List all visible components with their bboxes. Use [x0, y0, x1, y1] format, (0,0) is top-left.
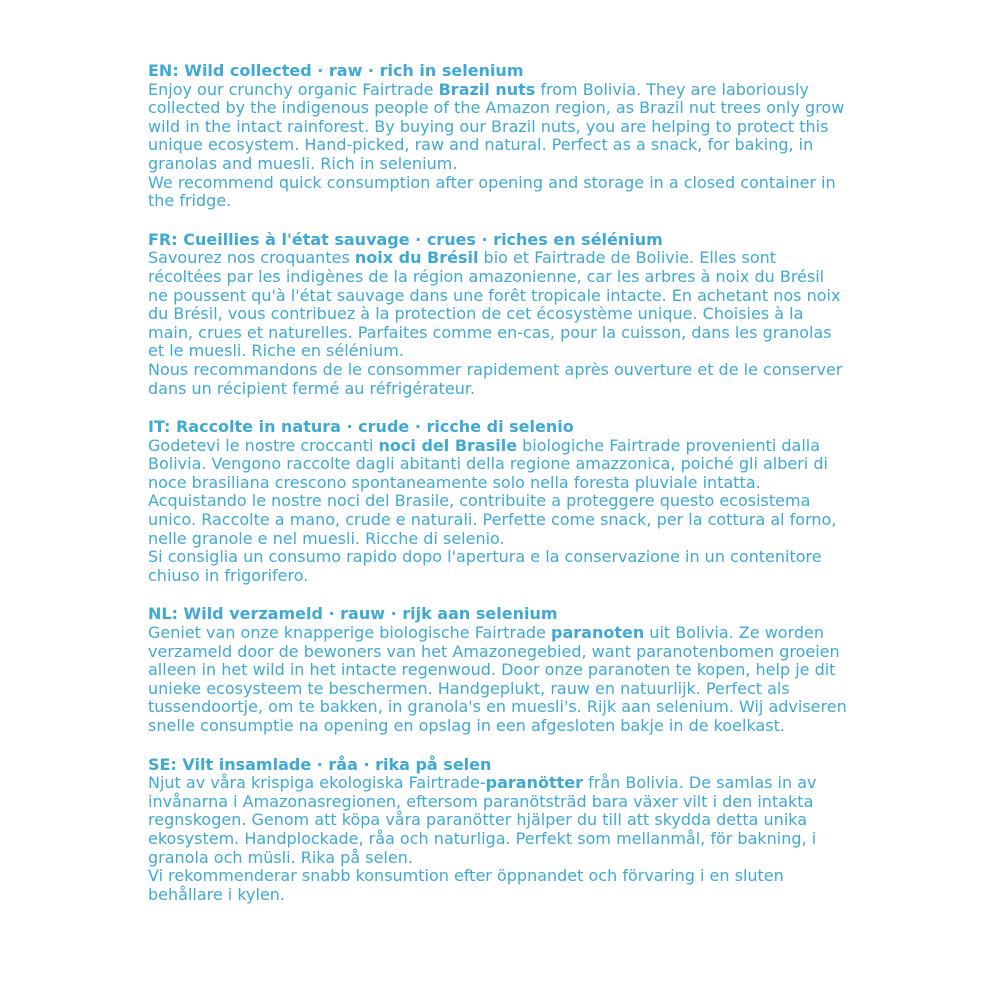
section-body: [148, 437, 848, 549]
intro-text: Enjoy our crunchy organic Fairtrade: [148, 79, 439, 99]
intro-text: Godetevi le nostre croccanti: [148, 435, 379, 455]
description-text: biologiche Fairtrade provenienti dalla Bolivia. Vengono raccolte dagli abitanti della regione amazzonica, poiché gli alberi di noce brasiliana crescono spontaneamente solo nella foresta pluviale intatta. Acquistando le nostre noci del Brasile, contribuite a proteggere questo ecosistema unico. Raccolte a mano, crude e naturali. Perfette come snack, per la cottura al forno, nelle granole e nel muesli. Ricche di selenio.: [148, 435, 837, 548]
intro-text: Njut av våra krispiga ekologiska Fairtrade-: [148, 773, 486, 793]
section-se: [148, 756, 848, 905]
section-it: [148, 418, 848, 585]
intro-text: Geniet van onze knapperige biologische Fairtrade: [148, 623, 551, 643]
product-name: Brazil nuts: [438, 79, 536, 99]
section-body: [148, 81, 848, 174]
storage-note: Vi rekommenderar snabb konsumtion efter öppnandet och förvaring i en sluten behållare i kylen.: [148, 866, 784, 904]
section-body: [148, 624, 848, 736]
intro-text: Savourez nos croquantes: [148, 248, 355, 268]
product-name: noix du Brésil: [354, 248, 479, 268]
product-name: paranötter: [485, 773, 584, 793]
description-text: uit Bolivia. Ze worden verzameld door de bewoners van het Amazonegebied, want paranotenbomen groeien alleen in het wild in het intacte regenwoud. Door onze paranoten te kopen, help je dit unieke ecosysteem te beschermen. Handgeplukt, rauw en natuurlijk. Perfect als tussendoortje, om te bakken, in granola's en muesli's. Rijk aan selenium. Wij adviseren snelle consumptie na opening en opslag in een afgesloten bakje in de koelkast.: [148, 623, 847, 735]
storage-note: We recommend quick consumption after opening and storage in a closed container in the fridge.: [148, 172, 836, 211]
section-body: [148, 249, 848, 361]
description-text: från Bolivia. De samlas in av invånarna i Amazonasregionen, eftersom paranötsträd bara växer vilt i den intakta regnskogen. Genom att köpa våra paranötter hjälper du till att skydda detta unika ekosystem. Handplockade, råa och naturliga. Perfekt som mellanmål, för bakning, i granola och müsli. Rika på selen.: [148, 773, 817, 867]
storage-note: Nous recommandons de le consommer rapidement après ouverture et de le conserver dans un récipient fermé au réfrigérateur.: [148, 359, 843, 398]
section-heading: FR: Cueillies à l'état sauvage · crues · riches en sélénium: [148, 229, 663, 249]
description-text: from Bolivia. They are laboriously collected by the indigenous people of the Amazon region, as Brazil nut trees only grow wild in the intact rainforest. By buying our Brazil nuts, you are helping to protect this unique ecosystem. Hand-picked, raw and natural. Perfect as a snack, for baking, in granolas and muesli. Rich in selenium.: [148, 79, 845, 173]
section-nl: [148, 605, 848, 735]
section-heading: EN: Wild collected · raw · rich in selenium: [148, 61, 524, 80]
section-heading: NL: Wild verzameld · rauw · rijk aan selenium: [148, 604, 558, 624]
section-en: [148, 62, 848, 211]
product-description: [148, 62, 848, 924]
description-text: bio et Fairtrade de Bolivie. Elles sont récoltées par les indigènes de la région amazonienne, car les arbres à noix du Brésil ne poussent qu'à l'état sauvage dans une forêt tropicale intacte. En achetant nos noix du Brésil, vous contribuez à la protection de cet écosystème unique. Choisies à la main, crues et naturelles. Parfaites comme en-cas, pour la cuisson, dans les granolas et le muesli. Riche en sélénium.: [148, 248, 841, 361]
section-heading: SE: Vilt insamlade · råa · rika på selen: [148, 754, 492, 774]
product-name: paranoten: [551, 623, 645, 643]
product-name: noci del Brasile: [378, 435, 518, 455]
section-body: [148, 774, 848, 867]
section-fr: [148, 231, 848, 398]
storage-note: Si consiglia un consumo rapido dopo l'apertura e la conservazione in un contenitore chiuso in frigorifero.: [148, 547, 822, 585]
section-heading: IT: Raccolte in natura · crude · ricche di selenio: [148, 417, 574, 437]
